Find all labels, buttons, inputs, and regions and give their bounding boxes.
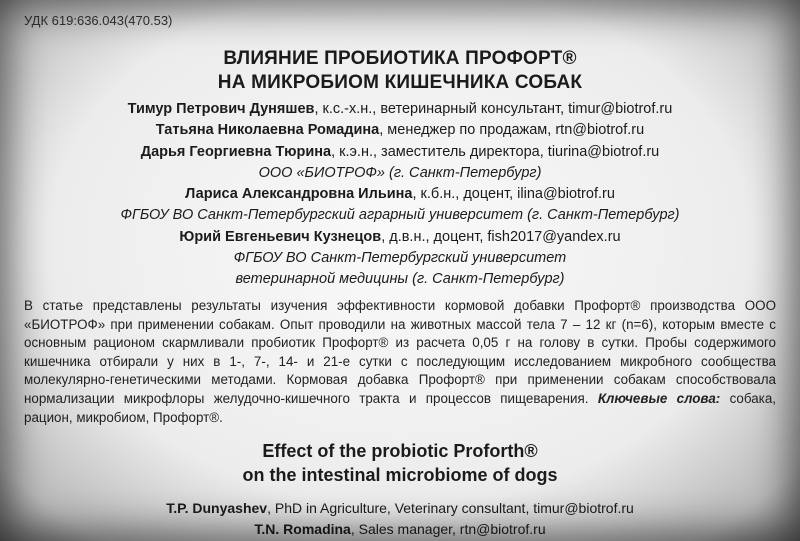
abstract-text: В статье представлены результаты изучения эффективности кормовой добавки Профорт® производства ООО «БИОТРОФ» при применении собакам. Опыт проводили на животных массой тела 7 – 12 кг (n=6), которым вместе с основным рационом скармливали пробиотик Профорт® из расчета 0,05 г на голову в сутки. Пробы содержимого кишечника отбирали у них в 1-, 7-, 14- и 21-е сутки с последующим исследованием микробного сообщества молекулярно-генетическими методами. Кормовая добавка Профорт® при применении собакам способствовала нормализации микрофлоры желудочно-кишечного тракта и процессов пищеварения. — [24, 298, 776, 406]
english-author-block — [0, 498, 800, 540]
author-affiliation: ветеринарной медицины (г. Санкт-Петербург) — [235, 271, 565, 288]
english-title-line-1: Effect of the probiotic Proforth® — [262, 441, 538, 461]
author-name: Татьяна Николаевна Ромадина — [155, 122, 380, 139]
article-title — [0, 47, 800, 95]
author-details: , к.э.н., заместитель директора, tiurina@biotrof.ru — [331, 143, 660, 160]
author-row — [0, 227, 800, 248]
author-details: , к.с.-х.н., ветеринарный консультант, timur@biotrof.ru — [314, 101, 673, 117]
author-affiliation: ООО «БИОТРОФ» (г. Санкт-Петербург) — [258, 164, 542, 181]
keywords-label: Ключевые слова: — [597, 390, 721, 406]
abstract-paragraph — [24, 297, 776, 427]
english-author-row — [0, 498, 800, 519]
english-title — [0, 439, 800, 487]
english-author-details: , PhD in Agriculture, Veterinary consultant, timur@biotrof.ru — [267, 500, 634, 516]
author-affiliation: ФГБОУ ВО Санкт-Петербургский университет — [233, 250, 567, 267]
title-line-1: ВЛИЯНИЕ ПРОБИОТИКА ПРОФОРТ® — [223, 48, 577, 69]
author-name: Дарья Георгиевна Тюрина — [140, 143, 332, 160]
keywords-text: собака, рацион, микробиом, Профорт®. — [24, 390, 776, 425]
author-row — [0, 142, 800, 163]
title-line-2: НА МИКРОБИОМ КИШЕЧНИКА СОБАК — [217, 72, 583, 93]
author-row — [0, 120, 800, 141]
author-details: , менеджер по продажам, rtn@biotrof.ru — [379, 122, 645, 139]
english-author-name: T.P. Dunyashev — [166, 500, 268, 516]
author-row — [0, 184, 800, 205]
udc-code: УДК 619:636.043(470.53) — [24, 13, 173, 28]
author-name: Юрий Евгеньевич Кузнецов — [179, 228, 382, 245]
author-details: , к.б.н., доцент, ilina@biotrof.ru — [412, 186, 615, 203]
english-author-row — [0, 519, 800, 540]
author-name: Тимур Петрович Дуняшев — [127, 101, 315, 117]
english-author-details: , Sales manager, rtn@biotrof.ru — [350, 521, 546, 537]
author-details: , д.в.н., доцент, fish2017@yandex.ru — [381, 228, 621, 245]
english-title-line-2: on the intestinal microbiome of dogs — [242, 465, 558, 485]
author-affiliation: ФГБОУ ВО Санкт-Петербургский аграрный университет (г. Санкт-Петербург) — [120, 207, 680, 224]
author-name: Лариса Александровна Ильина — [185, 186, 413, 203]
author-row — [0, 99, 800, 120]
english-author-name: T.N. Romadina — [254, 521, 351, 537]
author-block — [0, 99, 800, 291]
